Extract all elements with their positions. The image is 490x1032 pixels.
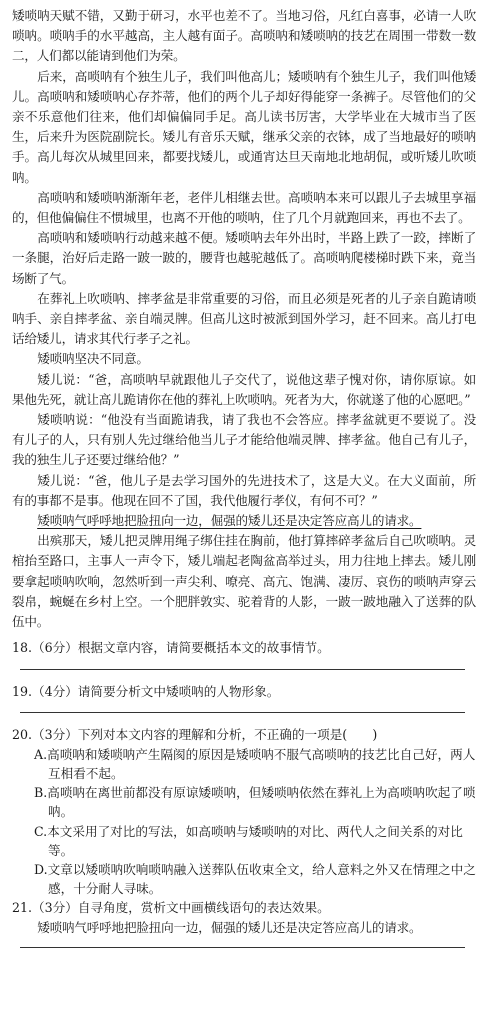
passage-paragraph-6: 矮唢呐坚决不同意。: [37, 351, 149, 367]
option-a[interactable]: A.高唢呐和矮唢呐产生隔阂的原因是矮唢呐不服气高唢呐的技艺比自己好，两人互相看不起。: [34, 746, 476, 781]
passage-paragraph-9: 矮儿说：“爸，他儿子是去学习国外的先进技术了，这是大义。在大义面前，所有的事都不是事。他现在回不了国，我代他履行孝仪，有何不可？”: [12, 472, 476, 508]
answer-line-19[interactable]: [20, 711, 465, 713]
passage-paragraph-7: 矮儿说：“爸，高唢呐早就跟他儿子交代了，说他这辈子愧对你，请你原谅。如果他先死，就让高儿跪请你在他的葬礼上吹唢呐。死者为大，你就遂了他的心愿吧。”: [12, 371, 476, 407]
question-21: 21.（3分）自寻角度，赏析文中画横线语句的表达效果。: [12, 900, 330, 916]
option-c[interactable]: C.本文采用了对比的写法，如高唢呐与矮唢呐的对比、两代人之间关系的对比等。: [34, 823, 463, 858]
answer-line-18[interactable]: [20, 668, 465, 670]
passage-paragraph-4: 高唢呐和矮唢呐行动越来越不便。矮唢呐去年外出时，半路上跌了一跤，摔断了一条腿，治好后走路一跛一跛的，腰背也越驼越低了。高唢呐爬楼梯时跌下来，竟当场断了气。: [12, 230, 476, 286]
question-18: 18.（6分）根据文章内容，请简要概括本文的故事情节。: [12, 640, 330, 656]
passage-paragraph-8: 矮唢呐说：“他没有当面跪请我，请了我也不会答应。摔孝盆就更不要说了。没有儿子的人，只有别人先过继给他当儿子才能给他端灵牌、摔孝盆。他自己有儿子，我的独生儿子还要过继给他？”: [12, 412, 476, 468]
passage-paragraph-1: 矮唢呐天赋不错，又勤于研习，水平也差不了。当地习俗，凡红白喜事，必请一人吹唢呐。唢呐手的水平越高，主人越有面子。高唢呐和矮唢呐的技艺在周围一带数一数二，人们都以能请到他们为荣。: [12, 8, 476, 64]
question-21-quote: 矮唢呐气呼呼地把脸扭向一边，倔强的矮儿还是决定答应高儿的请求。: [37, 919, 422, 935]
answer-line-21[interactable]: [20, 946, 465, 948]
option-b[interactable]: B.高唢呐在离世前都没有原谅矮唢呐，但矮唢呐依然在葬礼上为高唢呐吹起了唢呐。: [34, 785, 476, 820]
passage-paragraph-3: 高唢呐和矮唢呐渐渐年老，老伴儿相继去世。高唢呐本来可以跟儿子去城里享福的，但他偏偏住不惯城里，也离不开他的唢呐，住了几个月就跑回来，再也不去了。: [12, 189, 476, 226]
question-19: 19.（4分）请简要分析文中矮唢呐的人物形象。: [12, 683, 280, 699]
option-d[interactable]: D.文章以矮唢呐吹响唢呐融入送葬队伍收束全文，给人意料之外又在情理之中之感，十分耐人寻味。: [34, 862, 476, 897]
passage-paragraph-5: 在葬礼上吹唢呐、摔孝盆是非常重要的习俗，而且必须是死者的儿子亲自跪请唢呐手、亲自摔孝盆、亲自端灵牌。但高儿这时被派到国外学习，赶不回来。高儿打电话给矮儿，请求其代行孝子之礼。: [12, 290, 476, 347]
passage-paragraph-last: 出殡那天，矮儿把灵牌用绳子绑住挂在胸前，他打算摔碎孝盆后自己吹唢呐。灵棺抬至路口，主事人一声令下，矮儿端起老陶盆高举过头，用力往地上摔去。矮儿刚要拿起唢呐吹响，忽然听到一声尖利、嘹亮、高亢、饱满、凄厉、哀伤的唢呐声穿云裂帛，蜿蜒在乡村上空。一个肥胖敦实、驼着背的人影，一跛一跛地融入了送葬的队伍中。: [12, 533, 476, 630]
question-20: 20.（3分）下列对本文内容的理解和分析，不正确的一项是( ): [12, 727, 378, 743]
underlined-sentence: 矮唢呐气呼呼地把脸扭向一边，倔强的矮儿还是决定答应高儿的请求。: [37, 513, 422, 529]
passage-paragraph-2: 后来，高唢呐有个独生儿子，我们叫他高儿；矮唢呐有个独生儿子，我们叫他矮儿。高唢呐和矮唢呐心存芥蒂，他们的两个儿子却好得能穿一条裤子。尽管他们的父亲不乐意他们往来，他们却偏偏同手足。高儿读书厉害，大学毕业在大城市当了医生，后来升为医院副院长。矮儿有音乐天赋，继承父亲的衣钵，成了当地最好的唢呐手。高儿每次从城里回来，都要找矮儿，或通宵达旦天南地北地胡侃，或听矮儿吹唢呐。: [12, 68, 476, 185]
